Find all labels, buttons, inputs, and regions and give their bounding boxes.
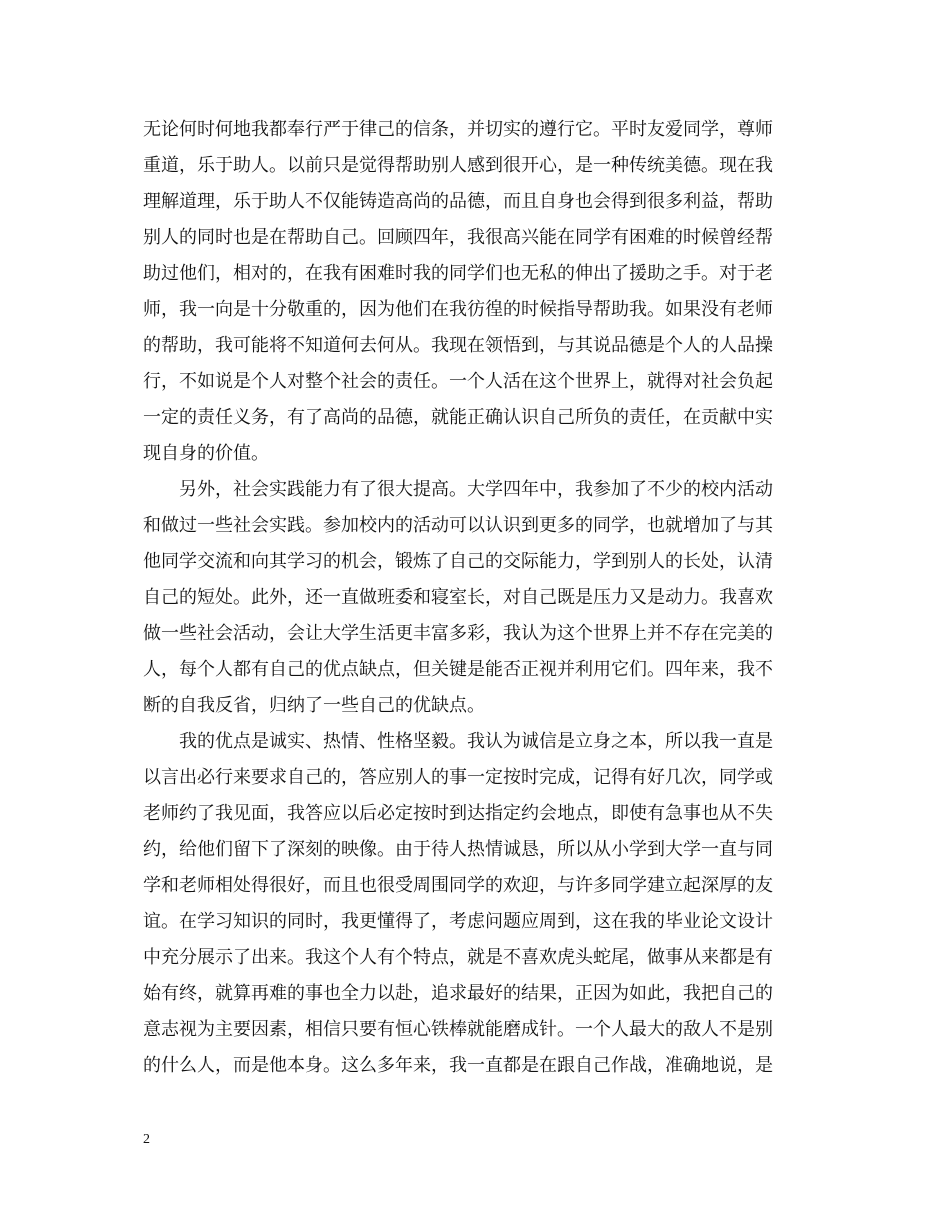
text-line: 师，我一向是十分敬重的，因为他们在我彷徨的时候指导帮助我。如果没有老师 bbox=[143, 299, 773, 320]
paragraph-first-line: 我的优点是诚实、热情、性格坚毅。我认为诚信是立身之本，所以我一直是 bbox=[179, 731, 773, 752]
text-line: 始有终，就算再难的事也全力以赴，追求最好的结果，正因为如此，我把自己的 bbox=[143, 983, 773, 1004]
text-line: 中充分展示了出来。我这个人有个特点，就是不喜欢虎头蛇尾，做事从来都是有 bbox=[143, 947, 773, 968]
paragraph-first-line: 另外，社会实践能力有了很大提高。大学四年中，我参加了不少的校内活动 bbox=[179, 479, 773, 500]
text-line: 以言出必行来要求自己的，答应别人的事一定按时完成，记得有好几次，同学或 bbox=[143, 767, 773, 788]
text-line: 自己的短处。此外，还一直做班委和寝室长，对自己既是压力又是动力。我喜欢 bbox=[143, 587, 773, 608]
text-line: 老师约了我见面，我答应以后必定按时到达指定约会地点，即使有急事也从不失 bbox=[143, 803, 773, 824]
page-number: 2 bbox=[143, 1132, 150, 1147]
text-line: 别人的同时也是在帮助自己。回顾四年，我很高兴能在同学有困难的时候曾经帮 bbox=[143, 227, 773, 248]
text-line: 意志视为主要因素，相信只要有恒心铁棒就能磨成针。一个人最大的敌人不是别 bbox=[143, 1019, 773, 1040]
text-line: 的什么人，而是他本身。这么多年来，我一直都是在跟自己作战，准确地说，是 bbox=[143, 1055, 773, 1076]
text-line: 无论何时何地我都奉行严于律己的信条，并切实的遵行它。平时友爱同学，尊师 bbox=[143, 119, 773, 140]
text-line: 他同学交流和向其学习的机会，锻炼了自己的交际能力，学到别人的长处，认清 bbox=[143, 551, 773, 572]
text-line: 助过他们，相对的，在我有困难时我的同学们也无私的伸出了援助之手。对于老 bbox=[143, 263, 773, 284]
text-line: 谊。在学习知识的同时，我更懂得了，考虑问题应周到，这在我的毕业论文设计 bbox=[143, 911, 773, 932]
text-line: 约，给他们留下了深刻的映像。由于待人热情诚恳，所以从小学到大学一直与同 bbox=[143, 839, 773, 860]
text-line: 行，不如说是个人对整个社会的责任。一个人活在这个世界上，就得对社会负起 bbox=[143, 371, 773, 392]
text-line: 断的自我反省，归纳了一些自己的优缺点。 bbox=[143, 695, 485, 716]
text-line: 学和老师相处得很好，而且也很受周围同学的欢迎，与许多同学建立起深厚的友 bbox=[143, 875, 773, 896]
text-line: 和做过一些社会实践。参加校内的活动可以认识到更多的同学，也就增加了与其 bbox=[143, 515, 773, 536]
text-line: 人，每个人都有自己的优点缺点，但关键是能否正视并利用它们。四年来，我不 bbox=[143, 659, 773, 680]
text-line: 现自身的价值。 bbox=[143, 443, 269, 464]
text-line: 理解道理，乐于助人不仅能铸造高尚的品德，而且自身也会得到很多利益，帮助 bbox=[143, 191, 773, 212]
text-line: 一定的责任义务，有了高尚的品德，就能正确认识自己所负的责任，在贡献中实 bbox=[143, 407, 773, 428]
text-line: 的帮助，我可能将不知道何去何从。我现在领悟到，与其说品德是个人的人品操 bbox=[143, 335, 773, 356]
text-line: 重道，乐于助人。以前只是觉得帮助别人感到很开心，是一种传统美德。现在我 bbox=[143, 155, 773, 176]
text-line: 做一些社会活动，会让大学生活更丰富多彩，我认为这个世界上并不存在完美的 bbox=[143, 623, 773, 644]
